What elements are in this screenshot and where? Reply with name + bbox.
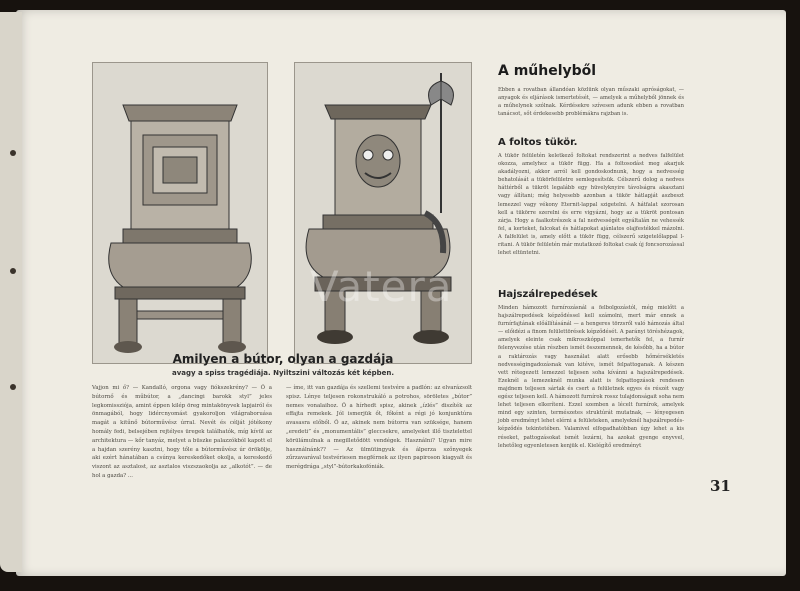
cabinet-drawing [93, 63, 267, 363]
page-edge [0, 12, 22, 572]
binding-hole [10, 150, 16, 156]
foltos-tukor-text: A tükör felületén keletkező foltokat rendszerint a nedves falfelület okozza, amelyhez a tükör függ. Ha a foltosodást meg akarjuk akadályozni, akkor arról kell gondoskodnunk, hogy a nedvesség behatolását a tükörfelületre semlegesítsük. Célszerű dolog a nedves háttérből a tükröt legalább egy hüvelyknyire távolságra akasztani vagy állítani; még helyesebb azonban a tükör hátlapját aszbeszt lemezzel vagy vékony Eternit-lappal szigetelni. A hátfalat szorosan kell a tükörre szerelni és erre vigyázni, hogy az a tükröt pontosan zárja. Hogy a faalkotrészek a fal nedvességét egyáltalán ne vehessék fel, a kerteket, falcokat és hátlapokat ajánlatos olajfestékkel mázolni. A falfelület is, amely előtt a tükör függ, célszerű szigetelőlappal l-ritani. A tükör felületén már mutatkozó foltokat csak új foncsorozással lehet eltüntetni. [498, 153, 684, 257]
binding-hole [10, 384, 16, 390]
intro-paragraph: Ebben a rovatban állandóan közlünk olyan műszaki apróságokat, — anyagok és eljárások ismertetését, — amelyek a műhelyből jönnek és a műhelynek szólnak. Kérdésekre szívesen adunk ebben a rovatban tanácsot, sőt érdekesebb problémákra rajzban is. [498, 87, 684, 118]
binding-hole [10, 268, 16, 274]
character-drawing [295, 63, 471, 363]
caption-title: Amilyen a bútor, olyan a gazdája [172, 352, 394, 366]
subheading-hajszalrepedesek: Hajszálrepedések [498, 289, 598, 300]
left-body-column-2: — íme, itt van gazdája és szellemi testvére a padlón: az elvarázsolt spisz. Lénye teljesen rokonstrukáló a potrohos, söröletes „bútor” nemes vonalaihoz. Ő a hírhedt spisz, akinek „ízlés” diszíték az effajta remekek. Jól ismerjük őt, főként a régi jó konjunktúra avasasra előből. Ő az, akinek nem bútorra van szüksége, hanem „eredeti” és „monumentális” gleccsekre, amelyeket illő tisztelettel körülámulnak a megilletődött vendégek. Használni? Ugyan mire használnánk?? — Az ülmütingyuk és álperza szőnyegek zűrzavarával testvériesen megférnek az ilyen papiroson kiagyalt és merégdrága „styl”-bútorkakofóniák. [286, 385, 472, 471]
furniture-illustration [92, 62, 268, 364]
gentleman-illustration [294, 62, 472, 364]
page-number: 31 [710, 477, 731, 495]
subheading-foltos-tukor: A foltos tükör. [498, 137, 578, 148]
caption-subtitle: avagy a spiss tragédiája. Nyiltszini változás két képben. [171, 369, 395, 377]
watermark: Vatera [310, 262, 453, 311]
left-body-column-1: Vajjon mi ő? — Kandalló, orgona vagy fiókszekrény? — Ő a bútornő és műbútor, a „dancingi barokk styl” jeles legkomissziója, amint éppen kilép öreg mintakönyvek lapjairól és önmagából, hogy lidércnyomást gyakoroljon világraboruása magát a kitűnő bútorművész úrral. Nevét és célját jótékony homály fedi, belsejében rejtélyes üregek találhatók, míg kívül az architektura — kőr tanyáz, melyet a büszke palazzókból kapott el a hajdan szerény kasztni, hogy tőle a bútorművész úr örökölje, aki ezért hánatában a csúnya kereskedőket okolja, a kereskedő viszont az asztalost, az asztalos viszszaokolja az „alkotót”. — de hol a gazda? ... [92, 385, 272, 479]
hajszalrepedesek-text: Minden hámozott furnírozásnál a felbolgozástól, még mielőtt a hajszálrepedések képződéssel kell számolni, mert már ennek a furnírfajtának előállításánál — a hengeres törzsről való hámozás által — előidézi a finom felülettörések képződését. A parányi töréshézagok, amelyek eleinte csak mikroszkóppal ismerhetők fel, a furnír felenyvezése után részben ismét összemennek, de később, ha a bútor a raktározás vagy használat alatt erősebb hőmérsékletés nedvességingadozásnak van kitéve, ismét felpattoganak. A készen vett rétegezett lemezzel teljesen soha kívánni a hajszálrepedések. Ezeknél a lemezeknél munka alatt is felpattogzások rendesen majdnem teljesen sártak és csert a felületnek egyes és részét vagy egész teljesen kell. A hámozott furnírok rossz tulajdonságait soha nem lehet teljesen elkeríteni. Ezzel szemben a lécelt furnírok, amelyek mind egy szinten, természetes struktúrát mutatnak, — lényegesen jobb eredményt lehet elérni a felületeken, amelyeknél hajszálrepedés-képződés tekintetében. Valamivel elfogadhatóbban úgy lehet a kis réseket, pattogzásokat ismét lezárni, ha azokat gyenge enyvvel, lehetőleg egyenletesen kenjük el. Kielégítő eredményt [498, 305, 684, 449]
section-heading: A műhelyből [498, 63, 597, 79]
